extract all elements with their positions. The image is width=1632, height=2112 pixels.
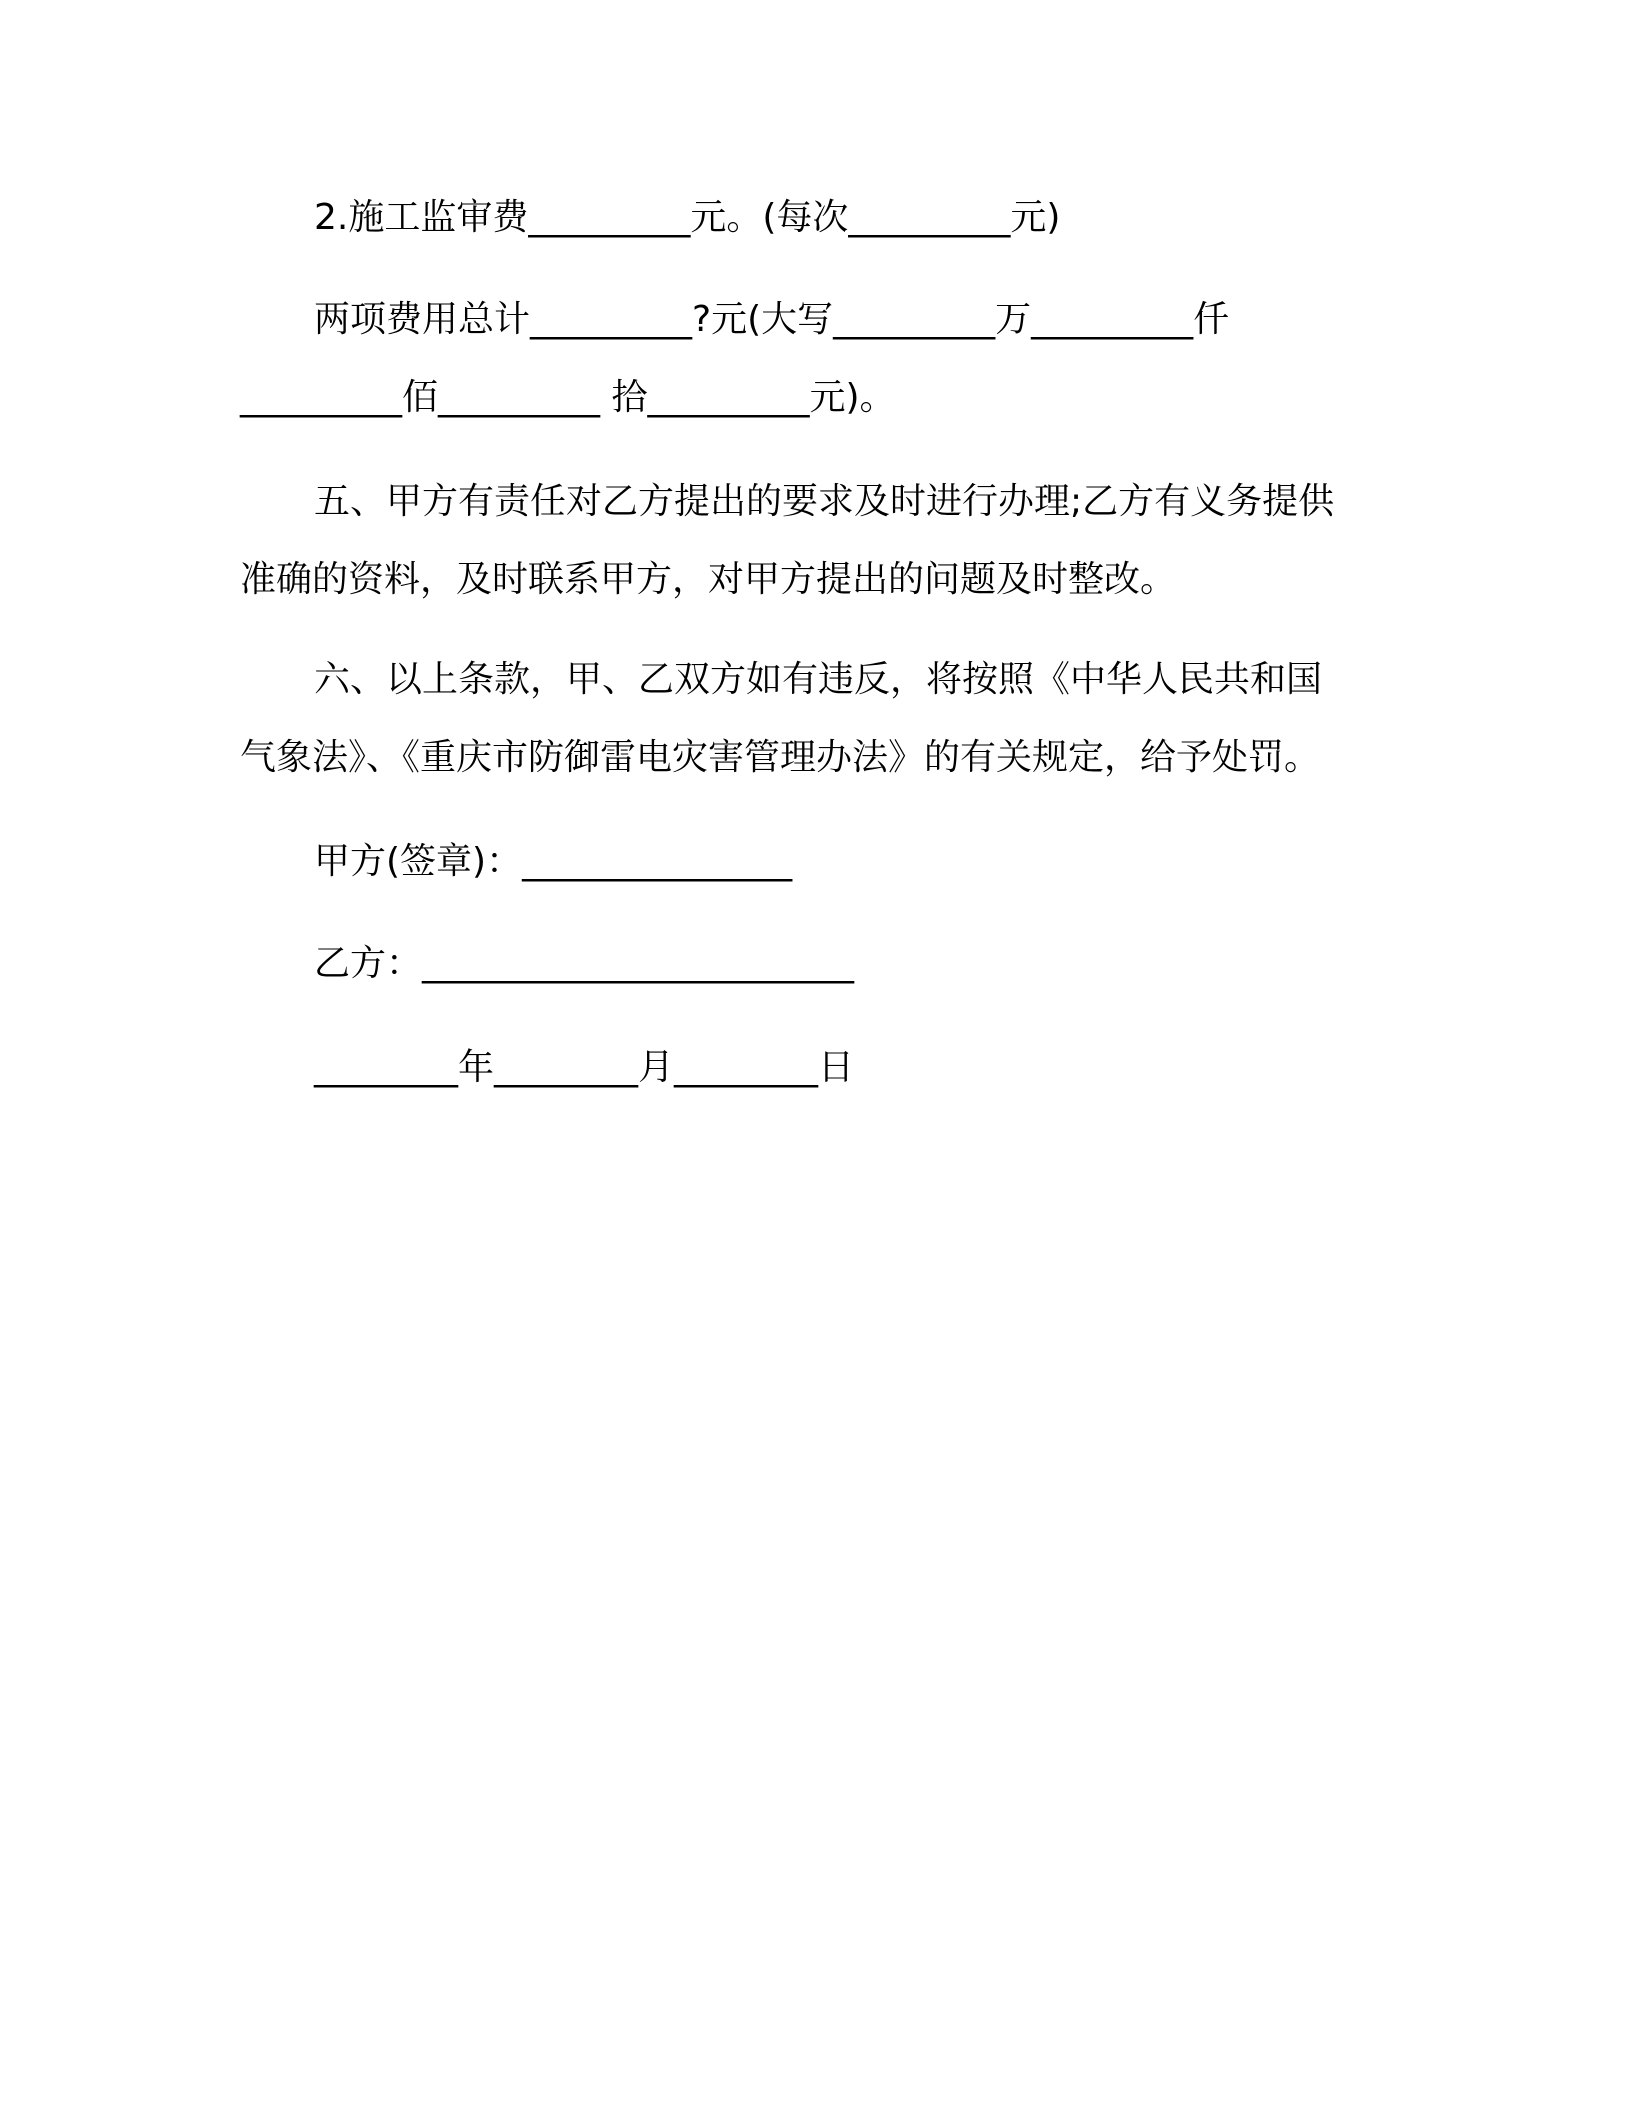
clause-six-line-2: 气象法》、《重庆市防御雷电灾害管理办法》的有关规定，给予处罚。 [240, 737, 1321, 778]
party-a-signature-line: 甲方(签章)：_______________ [314, 841, 793, 882]
fee-total-line: 两项费用总计_________?元(大写_________万_________仟 [314, 299, 1230, 340]
clause-five-line-2: 准确的资料，及时联系甲方，对甲方提出的问题及时整改。 [240, 559, 1177, 600]
fee-line-supervision: 2.施工监审费_________元。(每次_________元) [314, 197, 1061, 238]
clause-five-line-1: 五、甲方有责任对乙方提出的要求及时进行办理;乙方有义务提供 [314, 481, 1335, 522]
clause-six-line-1: 六、以上条款，甲、乙双方如有违反，将按照《中华人民共和国 [314, 659, 1323, 700]
fee-total-line-continued: _________佰_________ 拾_________元)。 [240, 377, 896, 418]
party-b-signature-line: 乙方：________________________ [314, 943, 855, 984]
date-line: ________年________月________日 [314, 1047, 854, 1088]
